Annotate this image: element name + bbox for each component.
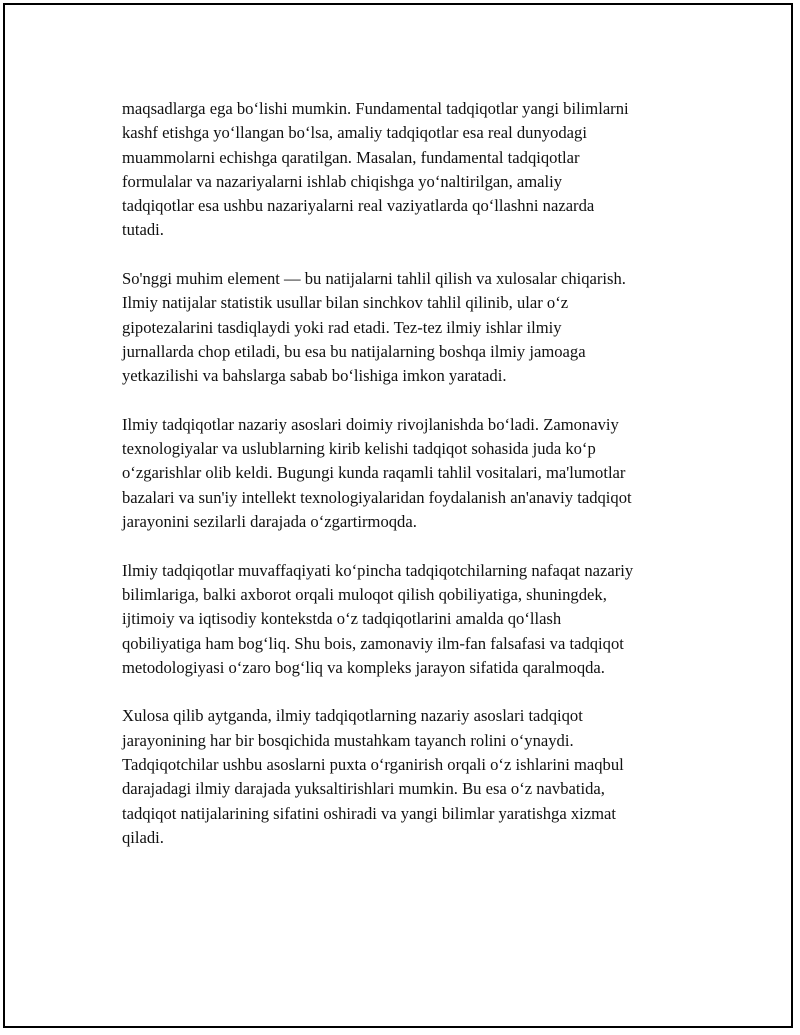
- text-line: Ilmiy tadqiqotlar nazariy asoslari doimiy rivojlanishda bo‘ladi. Zamonaviy: [122, 414, 619, 434]
- text-line: Tadqiqotchilar ushbu asoslarni puxta o‘rganirish orqali o‘z ishlarini maqbul: [122, 755, 624, 775]
- text-line: kashf etishga yo‘llangan bo‘lsa, amaliy tadqiqotlar esa real dunyodagi: [122, 123, 587, 143]
- text-line: jarayonining har bir bosqichida mustahkam tayanch rolini o‘ynaydi.: [122, 730, 574, 750]
- text-line: ijtimoiy va iqtisodiy kontekstda o‘z tadqiqotlarini amalda qo‘llash: [122, 609, 562, 629]
- paragraph-5: [122, 704, 694, 850]
- text-line: muammolarni echishga qaratilgan. Masalan, fundamental tadqiqotlar: [122, 147, 580, 167]
- text-line: tutadi.: [122, 220, 164, 240]
- paragraph-2: [122, 267, 694, 388]
- text-line: bilimlariga, balki axborot orqali muloqot qilish qobiliyatiga, shuningdek,: [122, 584, 607, 604]
- text-line: Xulosa qilib aytganda, ilmiy tadqiqotlarning nazariy asoslari tadqiqot: [122, 706, 583, 726]
- text-line: Ilmiy natijalar statistik usullar bilan sinchkov tahlil qilinib, ular o‘z: [122, 293, 569, 313]
- paragraph-3: [122, 413, 694, 534]
- text-line: tadqiqot natijalarining sifatini oshiradi va yangi bilimlar yaratishga xizmat: [122, 803, 616, 823]
- text-line: bazalari va sun'iy intellekt texnologiyalaridan foydalanish an'anaviy tadqiqot: [122, 487, 632, 507]
- paragraph-4: [122, 559, 694, 680]
- page-border: [3, 3, 793, 1028]
- text-line: maqsadlarga ega bo‘lishi mumkin. Fundamental tadqiqotlar yangi bilimlarni: [122, 99, 629, 118]
- text-line: jarayonini sezilarli darajada o‘zgartirmoqda.: [122, 512, 417, 532]
- text-line: o‘zgarishlar olib keldi. Bugungi kunda raqamli tahlil vositalari, ma'lumotlar: [122, 463, 626, 483]
- document-body: [122, 97, 694, 875]
- text-line: yetkazilishi va bahslarga sabab bo‘lishiga imkon yaratadi.: [122, 366, 507, 386]
- text-line: So'nggi muhim element — bu natijalarni tahlil qilish va xulosalar chiqarish.: [122, 269, 626, 289]
- text-line: formulalar va nazariyalarni ishlab chiqishga yo‘naltirilgan, amaliy: [122, 171, 563, 191]
- text-line: gipotezalarini tasdiqlaydi yoki rad etadi. Tez-tez ilmiy ishlar ilmiy: [122, 317, 562, 337]
- text-line: qobiliyatiga ham bog‘liq. Shu bois, zamonaviy ilm-fan falsafasi va tadqiqot: [122, 633, 624, 653]
- text-line: qiladi.: [122, 827, 164, 847]
- text-line: metodologiyasi o‘zaro bog‘liq va kompleks jarayon sifatida qaralmoqda.: [122, 657, 605, 677]
- text-line: Ilmiy tadqiqotlar muvaffaqiyati ko‘pincha tadqiqotchilarning nafaqat nazariy: [122, 560, 634, 580]
- text-line: texnologiyalar va uslublarning kirib kelishi tadqiqot sohasida juda ko‘p: [122, 439, 596, 459]
- paragraph-1: [122, 97, 694, 243]
- text-line: jurnallarda chop etiladi, bu esa bu natijalarning boshqa ilmiy jamoaga: [122, 341, 586, 361]
- text-line: darajadagi ilmiy darajada yuksaltirishlari mumkin. Bu esa o‘z navbatida,: [122, 779, 605, 799]
- text-line: tadqiqotlar esa ushbu nazariyalarni real vaziyatlarda qo‘llashni nazarda: [122, 196, 595, 216]
